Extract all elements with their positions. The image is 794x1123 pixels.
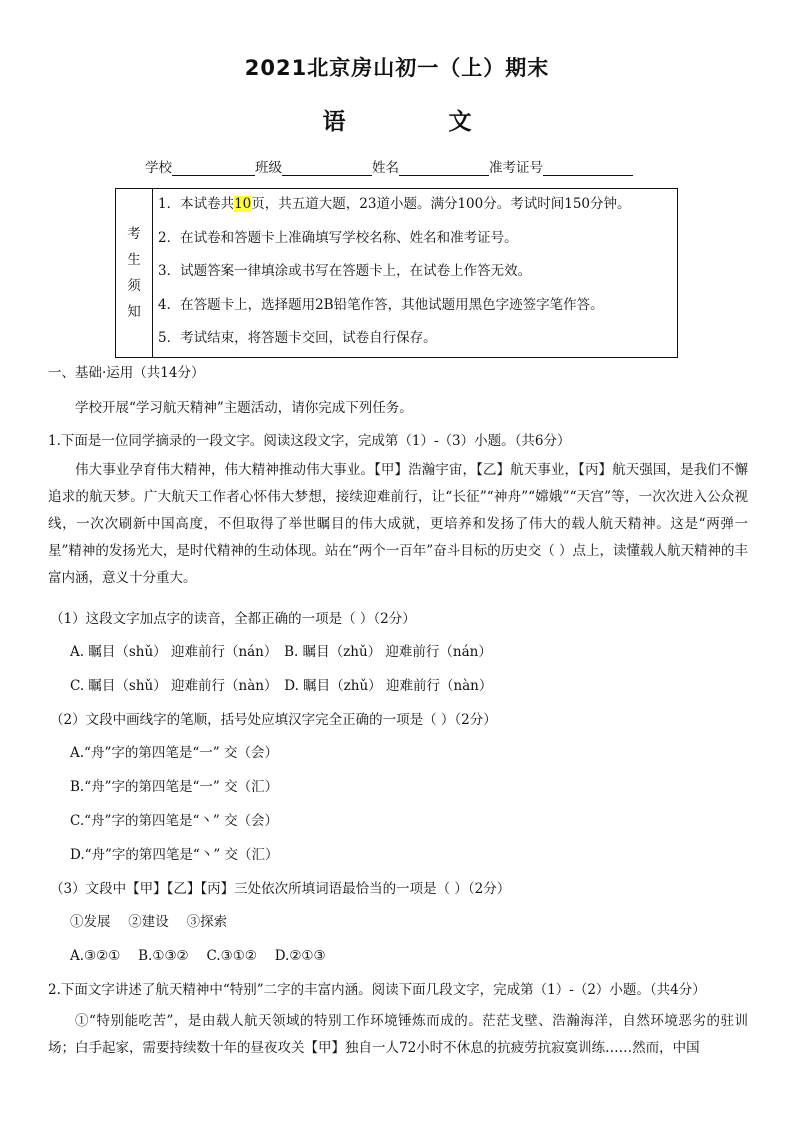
school-label: 学校 bbox=[145, 160, 172, 176]
notice-item-3: 3．试题答案一律填涂或书写在答题卡上，在试卷上作答无效。 bbox=[158, 263, 532, 279]
section-intro: 学校开展“学习航天精神”主题活动，请你完成下列任务。 bbox=[75, 400, 413, 416]
q1-sub2-option-c: C.“舟”字的第四笔是“丶” 交（会） bbox=[70, 813, 279, 829]
notice-side-char: 生 bbox=[127, 252, 141, 268]
notice-side-label bbox=[116, 189, 153, 357]
notice-item-4: 4．在答题卡上，选择题用2B铅笔作答，其他试题用黑色字迹签字笔作答。 bbox=[158, 296, 604, 313]
exam-id-label: 准考证号 bbox=[489, 160, 543, 176]
school-blank[interactable] bbox=[172, 161, 255, 176]
notice-item-1-pre: 1．本试卷共 bbox=[158, 196, 235, 212]
name-blank[interactable] bbox=[399, 161, 489, 176]
class-blank[interactable] bbox=[282, 161, 372, 176]
q1-sub2-option-d: D.“舟”字的第四笔是“丶” 交（汇） bbox=[70, 847, 279, 863]
q1-sub3-options: A.③②① B.①③② C.③①② D.②①③ bbox=[70, 948, 326, 964]
exam-id-blank[interactable] bbox=[543, 161, 633, 176]
notice-item-1-post: 页，共五道大题，23道小题。满分100分。考试时间150分钟。 bbox=[251, 196, 631, 212]
exam-title: 2021北京房山初一（上）期末 bbox=[244, 56, 550, 80]
notice-items bbox=[153, 189, 677, 357]
subject-title: 语 文 bbox=[322, 109, 512, 135]
q1-sub2-option-a: A.“舟”字的第四笔是“一” 交（会） bbox=[70, 745, 278, 761]
q1-sub1-option-row: C. 瞩目（shǔ） 迎难前行（nàn） D. 瞩目（zhǔ） 迎难前行（nàn） bbox=[70, 678, 493, 694]
question-1-stem: 1.下面是一位同学摘录的一段文字。阅读这段文字，完成第（1）-（3）小题。（共6分） bbox=[48, 433, 571, 449]
q1-sub3-stem: （3）文段中【甲】【乙】【丙】三处依次所填词语最恰当的一项是（ ）（2分） bbox=[50, 881, 511, 897]
section-heading: 一、基础·运用（共14分） bbox=[48, 365, 205, 381]
notice-item-2: 2．在试卷和答题卡上准确填写学校名称、姓名和准考证号。 bbox=[158, 229, 518, 246]
q1-sub1-stem: （1）这段文字加点字的读音，全都正确的一项是（ ）（2分） bbox=[50, 611, 416, 627]
q1-sub3-word-list: ①发展 ②建设 ③探索 bbox=[70, 914, 228, 930]
q1-sub1-option-row: A. 瞩目（shǔ） 迎难前行（nán） B. 瞩目（zhǔ） 迎难前行（nán） bbox=[70, 644, 492, 660]
notice-item-1 bbox=[158, 193, 677, 227]
highlighted-page-count: 10 bbox=[234, 196, 252, 212]
exam-notice-box bbox=[115, 188, 678, 358]
student-info-line bbox=[145, 156, 665, 176]
notice-side-char: 知 bbox=[127, 304, 141, 320]
q1-sub2-stem: （2）文段中画线字的笔顺，括号处应填汉字完全正确的一项是（ ）（2分） bbox=[50, 712, 497, 728]
q1-sub2-option-b: B.“舟”字的第四笔是“一” 交（汇） bbox=[70, 779, 279, 795]
notice-side-char: 须 bbox=[127, 278, 141, 294]
notice-side-char: 考 bbox=[127, 226, 141, 242]
question-1-passage: 伟大事业孕育伟大精神，伟大精神推动伟大事业。【甲】浩瀚宇宙，【乙】航天事业，【丙】航天强国，是我们不懈追求的航天梦。广大航天工作者心怀伟大梦想，接续迎难前行，让“长征”“神舟”“嫦娥”“天宫”等，一次次进入公众视线，一次次刷新中国高度，不但取得了举世瞩目的伟大成就，更培养和发扬了伟大的载人航天精神。这是“两弹一星”精神的发扬光大，是时代精神的生动体现。站在“两个一百年”奋斗目标的历史交（ ）点上，读懂载人航天精神的丰富内涵，意义十分重大。 bbox=[48, 462, 748, 586]
question-2-stem: 2.下面文字讲述了航天精神中“特别”二字的丰富内涵。阅读下面几段文字，完成第（1）-（2）小题。（共4分） bbox=[48, 982, 706, 998]
notice-item-5: 5．考试结束，将答题卡交回，试卷自行保存。 bbox=[158, 330, 437, 346]
class-label: 班级 bbox=[255, 160, 282, 176]
name-label: 姓名 bbox=[372, 160, 399, 176]
question-2-passage: ①“特别能吃苦”，是由载人航天领域的特别工作环境锤炼而成的。茫茫戈壁、浩瀚海洋，自然环境恶劣的驻训场；白手起家，需要持续数十年的昼夜攻关【甲】独自一人72小时不休息的抗疲劳抗寂寞训练……然而，中国 bbox=[48, 1013, 748, 1056]
